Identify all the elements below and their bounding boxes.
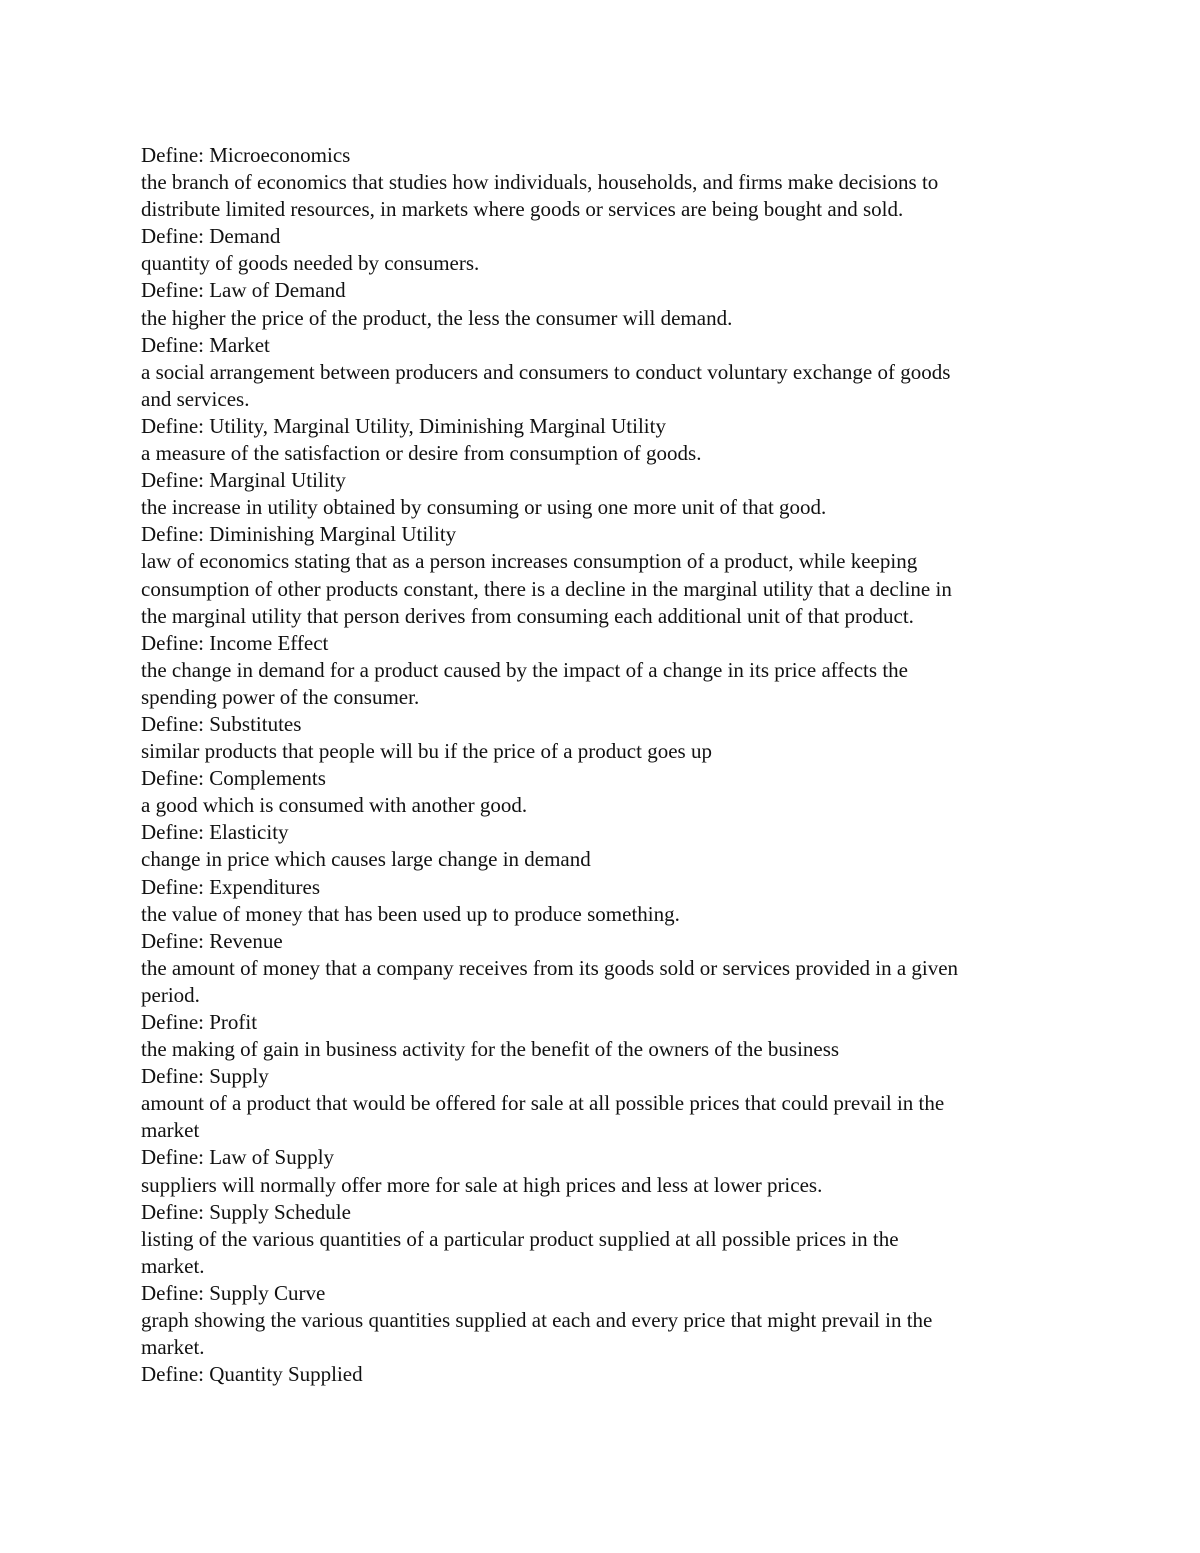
definition-line: market. (141, 1335, 205, 1360)
term-line: Define: Utility, Marginal Utility, Diminishing Marginal Utility (141, 413, 666, 438)
term-line: Define: Supply Curve (141, 1280, 326, 1305)
term-line: Define: Elasticity (141, 820, 289, 845)
term-line: Define: Marginal Utility (141, 468, 346, 493)
definition-line: period. (141, 982, 200, 1007)
definition-line: and services. (141, 386, 250, 411)
definition-line: graph showing the various quantities supplied at each and every price that might prevail in the (141, 1308, 933, 1333)
definition-line: law of economics stating that as a person increases consumption of a product, while keeping (141, 549, 918, 574)
definition-line: a social arrangement between producers and consumers to conduct voluntary exchange of goods (141, 359, 951, 384)
definition-line: distribute limited resources, in markets where goods or services are being bought and sold. (141, 197, 904, 222)
document-body (141, 142, 1071, 1388)
definition-line: the amount of money that a company receives from its goods sold or services provided in a given (141, 955, 959, 980)
definition-line: quantity of goods needed by consumers. (141, 251, 480, 276)
definition-line: the making of gain in business activity for the benefit of the owners of the business (141, 1037, 840, 1062)
term-line: Define: Law of Supply (141, 1145, 335, 1170)
definition-line: market. (141, 1253, 205, 1278)
definition-line: consumption of other products constant, there is a decline in the marginal utility that a decline in (141, 576, 952, 601)
definition-line: change in price which causes large change in demand (141, 847, 591, 872)
definition-line: the increase in utility obtained by consuming or using one more unit of that good. (141, 495, 827, 520)
term-line: Define: Revenue (141, 928, 283, 953)
definition-line: suppliers will normally offer more for sale at high prices and less at lower prices. (141, 1172, 823, 1197)
definition-line: the change in demand for a product caused by the impact of a change in its price affects the (141, 657, 908, 682)
definition-line: listing of the various quantities of a particular product supplied at all possible prices in the (141, 1226, 899, 1251)
definition-line: a measure of the satisfaction or desire from consumption of goods. (141, 441, 702, 466)
definition-line: market (141, 1118, 200, 1143)
definition-line: spending power of the consumer. (141, 684, 420, 709)
term-line: Define: Quantity Supplied (141, 1362, 363, 1387)
term-line: Define: Microeconomics (141, 143, 351, 167)
term-line: Define: Substitutes (141, 711, 302, 736)
term-line: Define: Income Effect (141, 630, 329, 655)
definition-line: the branch of economics that studies how individuals, households, and firms make decisions to (141, 170, 939, 195)
term-line: Define: Demand (141, 224, 281, 249)
term-line: Define: Diminishing Marginal Utility (141, 522, 457, 547)
term-line: Define: Complements (141, 766, 326, 791)
definition-line: the higher the price of the product, the less the consumer will demand. (141, 305, 733, 330)
term-line: Define: Profit (141, 1010, 258, 1034)
term-line: Define: Expenditures (141, 874, 321, 899)
definition-line: similar products that people will bu if the price of a product goes up (141, 739, 712, 764)
definition-line: the marginal utility that person derives from consuming each additional unit of that product. (141, 603, 914, 628)
term-line: Define: Law of Demand (141, 278, 346, 303)
definition-line: the value of money that has been used up to produce something. (141, 901, 680, 926)
definition-line: a good which is consumed with another good. (141, 793, 528, 818)
term-line: Define: Supply Schedule (141, 1199, 351, 1224)
definition-line: amount of a product that would be offered for sale at all possible prices that could prevail in the (141, 1091, 945, 1116)
term-line: Define: Supply (141, 1064, 269, 1089)
term-line: Define: Market (141, 332, 270, 357)
